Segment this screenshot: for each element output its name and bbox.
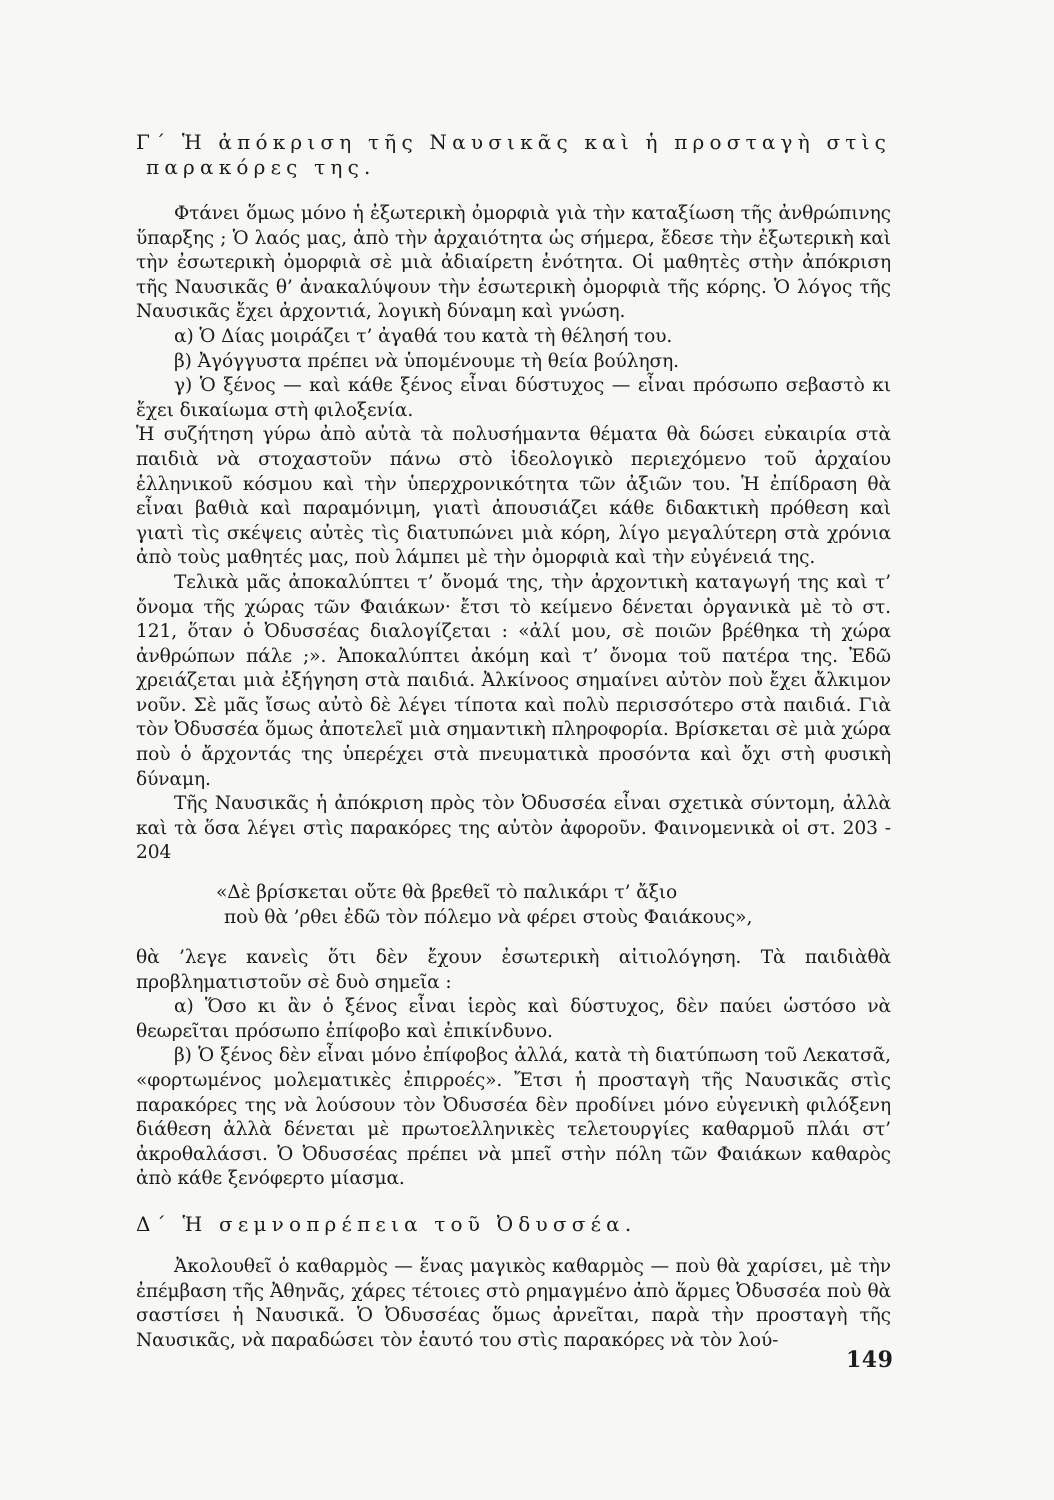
list-item-beta: β) Ἀγόγγυστα πρέπει νὰ ὑπομένουμε τὴ θεία βούληση. [174, 350, 679, 372]
list-item-gamma: γ) Ὁ ξένος — καὶ κάθε ξένος εἶναι δύστυχος — εἶναι πρόσωπο σεβαστὸ κι ἔχει δικαίωμα στὴ φιλοξενία. [136, 375, 891, 421]
paragraph: Τῆς Ναυσικᾶς ἡ ἀπόκριση πρὸς τὸν Ὀδυσσέα εἶναι σχετικὰ σύντομη, ἀλλὰ καὶ τὰ ὅσα λέγει στὶς παρακόρες της αὐτὸν ἀφοροῦν. Φαινομενικὰ οἱ στ. 203 - 204 [136, 793, 891, 864]
paragraph: Τελικὰ μᾶς ἀποκαλύπτει τ’ ὄνομά της, τὴν ἀρχοντικὴ καταγωγή της καὶ τ’ ὄνομα τῆς χώρας τῶν Φαιάκων· ἔτσι τὸ κείμενο δένεται ὀργανικὰ μὲ τὸ στ. 121, ὅταν ὁ Ὀδυσσέας διαλογίζεται : «ἀλί μου, σὲ ποιῶν βρέθηκα τὴ χώρα ἀνθρώπων πάλε ;». Ἀποκαλύπτει ἀκόμη καὶ τ’ ὄνομα τοῦ πατέρα της. Ἐδῶ χρειάζεται μιὰ ἐξήγηση στὰ παιδιά. Ἀλκίνοος σημαίνει αὐτὸν ποὺ ἔχει ἄλκιμον νοῦν. Σὲ μᾶς ἴσως αὐτὸ δὲ λέγει τίποτα καὶ πολὺ περισσότερο στὰ παιδιά. Γιὰ τὸν Ὀδυσσέα ὅμως ἀποτελεῖ μιὰ σημαντικὴ πληροφορία. Βρίσκεται σὲ μιὰ χώρα ποὺ ὁ ἄρχοντάς της ὑπερέχει στὰ πνευματικὰ προσόντα καὶ ὄχι στὴ φυσικὴ δύναμη. [136, 571, 891, 790]
list-item-beta: β) Ὁ ξένος δὲν εἶναι μόνο ἐπίφοβος ἀλλά, κατὰ τὴ διατύπωση τοῦ Λεκατσᾶ, «φορτωμένος μολεματικὲς ἐπιρροές». Ἔτσι ἡ προσταγὴ τῆς Ναυσικᾶς στὶς παρακόρες της νὰ λούσουν τὸν Ὀδυσσέα δὲν προδίνει μόνο εὐγενικὴ φιλόξενη διάθεση ἀλλὰ δένεται μὲ πρωτοελληνικὲς τελετουργίες καθαρμοῦ πλάι στ’ ἀκροθαλάσσι. Ὁ Ὀδυσσέας πρέπει νὰ μπεῖ στὴν πόλη τῶν Φαιάκων καθαρὸς ἀπὸ κάθε ξενόφερτο μίασμα. [136, 1045, 891, 1190]
paragraph: Φτάνει ὅμως μόνο ἡ ἐξωτερικὴ ὀμορφιὰ γιὰ τὴν καταξίωση τῆς ἀνθρώπινης ὕπαρξης ; Ὁ λαός μας, ἀπὸ τὴν ἀρχαιότητα ὡς σήμερα, ἔδεσε τὴν ἐξωτερικὴ καὶ τὴν ἐσωτερικὴ ὀμορφιὰ σὲ μιὰ ἀδιαίρετη ἑνότητα. Οἱ μαθητὲς στὴν ἀπόκριση τῆς Ναυσικᾶς θ’ ἀνακαλύψουν τὴν ἐσωτερικὴ ὀμορφιὰ τῆς κόρης. Ὁ λόγος τῆς Ναυσικᾶς ἔχει ἀρχοντιά, λογικὴ δύναμη καὶ γνώση. [136, 203, 891, 323]
section-heading-d: Δ΄ Ἡ σεμνοπρέπεια τοῦ Ὀδυσσέα. [136, 1211, 637, 1236]
section-heading-c-line1: Γ΄ Ἡ ἀπόκριση τῆς Ναυσικᾶς καὶ ἡ προσταγὴ στὶς [136, 130, 892, 154]
page-body [136, 130, 891, 1353]
list-item-alpha: α) Ὅσο κι ἂν ὁ ξένος εἶναι ἱερὸς καὶ δύστυχος, δὲν παύει ὡστόσο νὰ θεωρεῖται πρόσωπο ἐπίφοβο καὶ ἐπικίνδυνο. [136, 996, 891, 1042]
page-number: 149 [846, 1347, 894, 1373]
list-item-alpha: α) Ὁ Δίας μοιράζει τ’ ἀγαθά του κατὰ τὴ θέλησή του. [174, 325, 673, 347]
verse-line-2: ποὺ θὰ ’ρθει ἐδῶ τὸν πόλεμο νὰ φέρει στοὺς Φαιάκους», [224, 907, 753, 929]
paragraph: Ἀκολουθεῖ ὁ καθαρμὸς — ἕνας μαγικὸς καθαρμὸς — ποὺ θὰ χαρίσει, μὲ τὴν ἐπέμβαση τῆς Ἀθηνᾶς, χάρες τέτοιες στὸ ρημαγμένο ἀπὸ ἅρμες Ὀδυσσέα ποὺ θὰ σαστίσει ἡ Ναυσικᾶ. Ὁ Ὀδυσσέας ὅμως ἀρνεῖται, παρὰ τὴν προσταγὴ τῆς Ναυσικᾶς, νὰ παραδώσει τὸν ἑαυτό του στὶς παρακόρες νὰ τὸν λού- [136, 1255, 891, 1351]
verse-quote [216, 880, 891, 930]
paragraph: Ἡ συζήτηση γύρω ἀπὸ αὐτὰ τὰ πολυσήμαντα θέματα θὰ δώσει εὐκαιρία στὰ παιδιὰ νὰ στοχαστοῦν πάνω στὸ ἰδεολογικὸ περιεχόμενο τοῦ ἀρχαίου ἑλληνικοῦ κόσμου καὶ τὴν ὑπερχρονικότητα τῶν ἀξιῶν του. Ἡ ἐπίδραση θὰ εἶναι βαθιὰ καὶ παραμόνιμη, γιατὶ ἀπουσιάζει κάθε διδακτικὴ πρόθεση καὶ γιατὶ τὶς σκέψεις αὐτὲς τὶς διατυπώνει μιὰ κόρη, λίγο μεγαλύτερη στὰ χρόνια ἀπὸ τοὺς μαθητές μας, ποὺ λάμπει μὲ τὴν ὀμορφιὰ καὶ τὴν εὐγένειά της. [136, 424, 891, 569]
section-heading-c [136, 130, 891, 180]
paragraph: θὰ ’λεγε κανεὶς ὅτι δὲν ἔχουν ἐσωτερικὴ αἰτιολόγηση. Τὰ παιδιὰθὰ προβληματιστοῦν σὲ δυὸ σημεῖα : [136, 947, 891, 993]
verse-line-1: «Δὲ βρίσκεται οὔτε θὰ βρεθεῖ τὸ παλικάρι τ’ ἄξιο [216, 882, 678, 904]
section-heading-c-line2: παρακόρες της. [146, 155, 376, 179]
